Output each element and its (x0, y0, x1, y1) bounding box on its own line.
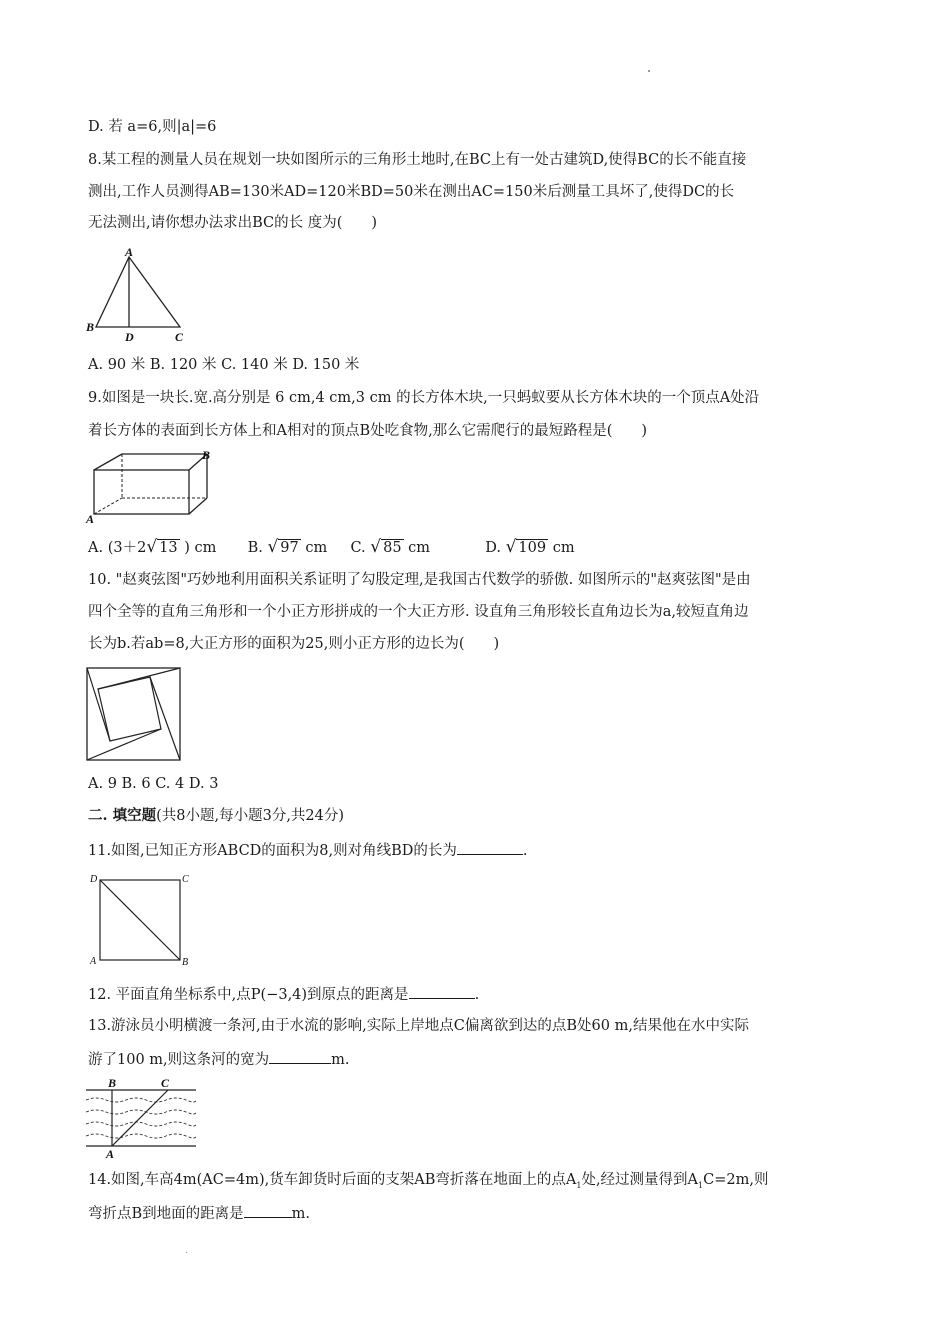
label-c: C (175, 330, 184, 344)
q8-triangle-figure (84, 245, 194, 345)
q9-text-line2: 着长方体的表面到长方体上和A相对的顶点B处吃食物,那么它需爬行的最短路程是( ) (88, 423, 648, 439)
water-wave (86, 1122, 196, 1126)
triangle-edge (150, 677, 180, 760)
water-wave (86, 1098, 196, 1102)
label-b: B (202, 448, 211, 462)
q9-option-b: B. √ 97 cm (247, 537, 328, 557)
q11-square-figure (86, 870, 196, 968)
q11-text: 11.如图,已知正方形ABCD的面积为8,则对角线BD的长为 . (88, 840, 528, 861)
water-wave (86, 1110, 196, 1114)
answer-blank[interactable] (269, 1049, 331, 1064)
q12-text: 12. 平面直角坐标系中,点P(−3,4)到原点的距离是 . (88, 984, 479, 1005)
cuboid-hidden-edge (94, 498, 122, 514)
q9-option-a: A. (3＋2√ 13 ) cm (88, 537, 217, 557)
label-a: A (125, 245, 134, 259)
q9-option-c: C. √ 85 cm (350, 537, 431, 557)
triangle-edge (87, 668, 110, 741)
scan-dot (648, 70, 650, 72)
q13-text-line2: 游了100 m,则这条河的宽为 m. (88, 1049, 350, 1070)
sqrt-symbol: √ 109 (505, 537, 547, 557)
triangle-edge (87, 729, 161, 760)
label-a: A (86, 512, 95, 526)
q9-options (88, 537, 575, 558)
label-a: A (106, 1147, 115, 1160)
q10-text-line1: 10. "赵爽弦图"巧妙地利用面积关系证明了勾股定理,是我国古代数学的骄傲. 如图所示的"赵爽弦图"是由 (88, 572, 751, 588)
q7-option-d: D. 若 a=6,则|a|=6 (88, 119, 217, 135)
q8-text-line2: 测出,工作人员测得AB=130米AD=120米BD=50米在测出AC=150米后测量工具坏了,使得DC的长 (88, 184, 735, 200)
q8-options: A. 90 米 B. 120 米 C. 140 米 D. 150 米 (88, 357, 360, 373)
label-d: D (90, 874, 98, 885)
answer-blank[interactable] (409, 984, 475, 999)
section-fill-in-header (88, 806, 344, 826)
section-title: 二. 填空题 (88, 807, 157, 824)
label-c: C (161, 1076, 170, 1090)
triangle-abc (96, 257, 180, 327)
q10-text-line3: 长为b.若ab=8,大正方形的面积为25,则小正方形的边长为( ) (88, 636, 500, 652)
sqrt-symbol: √ 85 (370, 537, 402, 557)
q14-text-line1: 14.如图,车高4m(AC=4m),货车卸货时后面的支架AB弯折落在地面上的点$A_1$处,经过测量得到$A_1C=2m$,则 (88, 1172, 769, 1190)
water-wave (86, 1134, 196, 1138)
q8-text-line1: 8.某工程的测量人员在规划一块如图所示的三角形土地时,在BC上有一处古建筑D,使得BC的长不能直接 (88, 152, 747, 168)
q13-text-line1: 13.游泳员小明横渡一条河,由于水流的影响,实际上岸地点C偏离欲到达的点B处60 m,结果他在水中实际 (88, 1018, 749, 1034)
q9-text-line1: 9.如图是一块长.宽.高分别是 6 cm,4 cm,3 cm 的长方体木块,一只蚂蚁要从长方体木块的一个顶点A处沿 (88, 390, 760, 406)
scan-dot (186, 1252, 187, 1253)
diagonal-bd (100, 880, 180, 960)
label-c: C (182, 874, 189, 885)
label-b: B (108, 1076, 117, 1090)
q8-text-line3: 无法测出,请你想办法求出BC的长 度为( ) (88, 215, 378, 231)
label-b: B (86, 320, 95, 334)
q9-cuboid-figure (84, 448, 214, 528)
label-b: B (182, 957, 189, 968)
sqrt-symbol: √ 97 (267, 537, 299, 557)
answer-blank[interactable] (457, 840, 523, 855)
q9-option-d: D. √ 109 cm (485, 537, 575, 557)
q10-text-line2: 四个全等的直角三角形和一个小正方形拼成的一个大正方形. 设直角三角形较长直角边长为a,较短直角边 (88, 604, 749, 620)
triangle-edge (98, 668, 180, 689)
sqrt-symbol: √ 13 (146, 537, 178, 557)
label-d: D (125, 330, 134, 344)
q14-text-line2: 弯折点B到地面的距离是 m. (88, 1203, 310, 1224)
cuboid-edge (189, 498, 207, 514)
section-note: (共8小题,每小题3分,共24分) (156, 808, 345, 824)
cuboid-front-face (94, 470, 189, 514)
q10-options: A. 9 B. 6 C. 4 D. 3 (88, 776, 219, 792)
q13-river-figure (84, 1076, 204, 1160)
label-a: A (90, 956, 97, 967)
cuboid-edge (94, 454, 122, 470)
answer-blank[interactable] (244, 1203, 292, 1218)
q10-zhao-shuang-diagram (86, 667, 182, 763)
